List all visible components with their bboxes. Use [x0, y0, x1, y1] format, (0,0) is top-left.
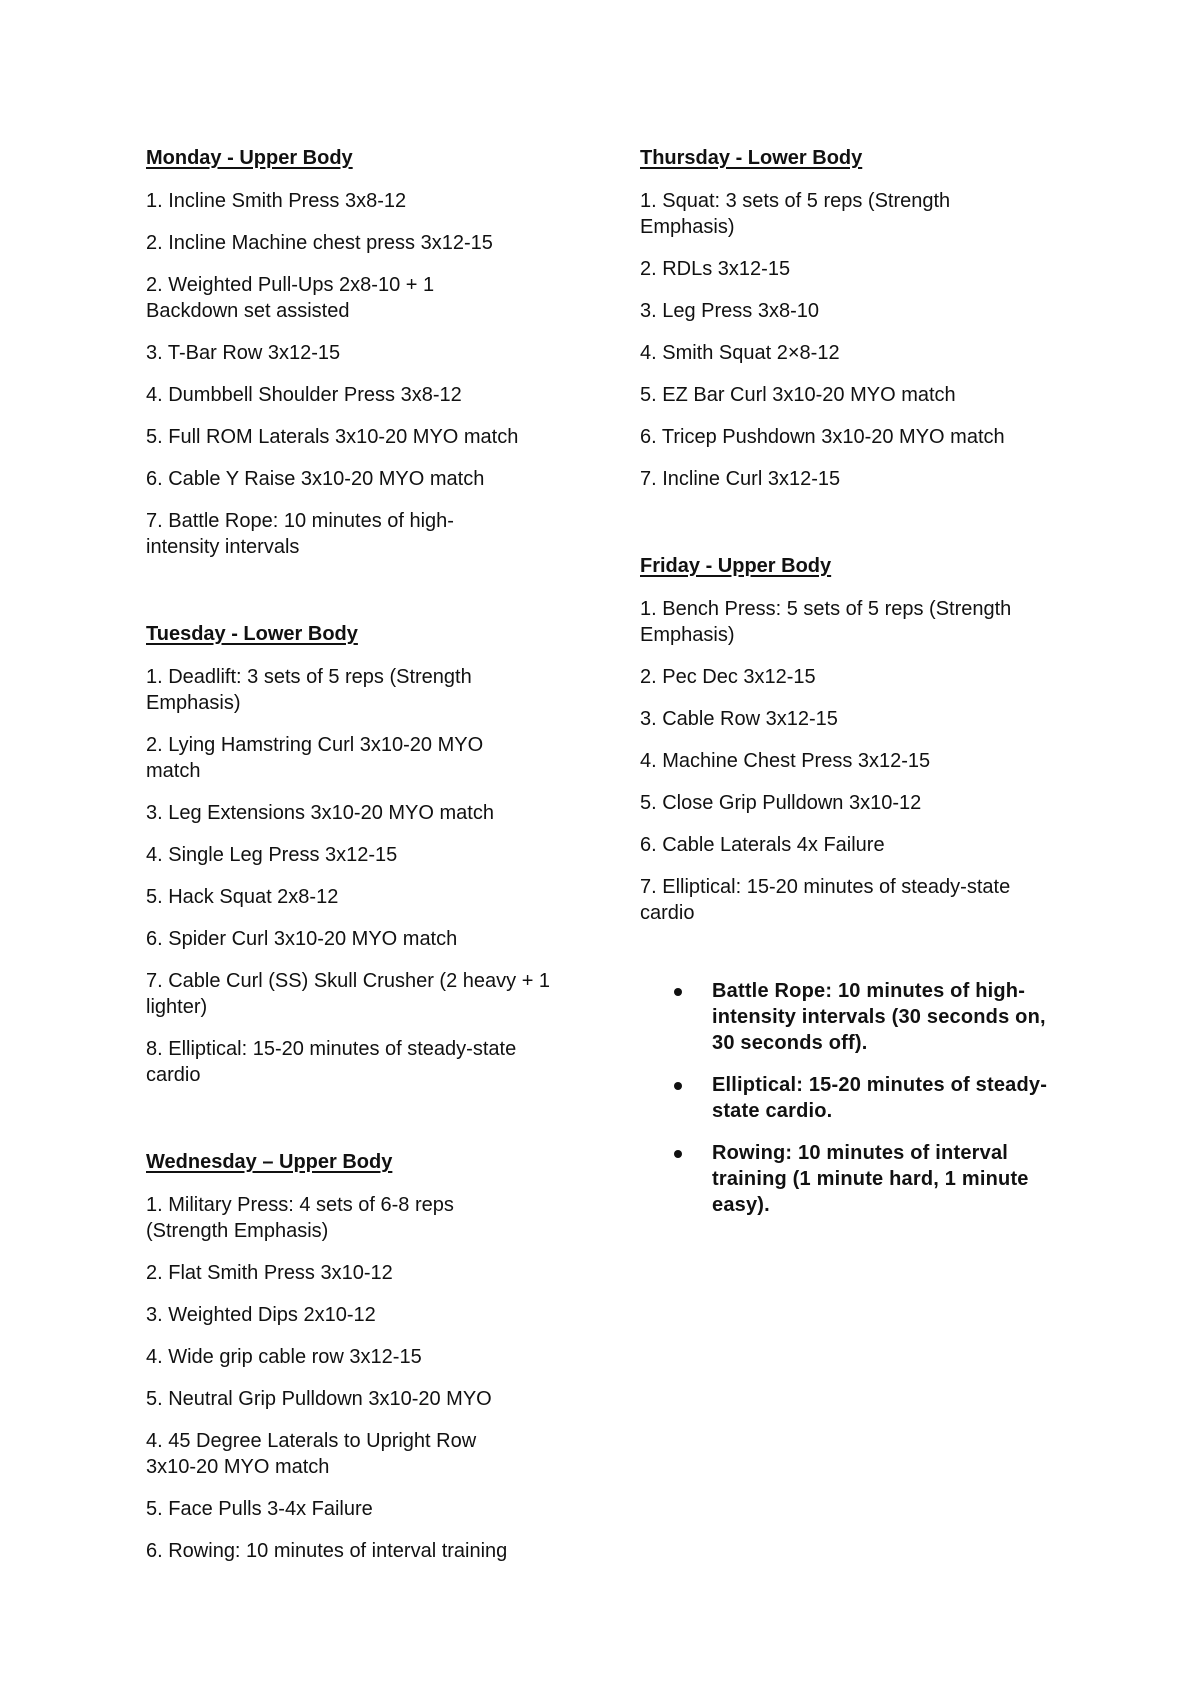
- list-item: 6. Cable Y Raise 3x10-20 MYO match: [146, 468, 485, 490]
- right-column: [640, 146, 1070, 942]
- list-item: 6. Cable Laterals 4x Failure: [640, 834, 885, 856]
- list-item: 6. Rowing: 10 minutes of interval training: [146, 1540, 508, 1562]
- bullet-text: Rowing: 10 minutes of interval training (1 minute hard, 1 minute easy).: [712, 1142, 1029, 1216]
- list-item: 2. RDLs 3x12-15: [640, 258, 791, 280]
- list-item: 2. Lying Hamstring Curl 3x10-20 MYO match: [146, 734, 484, 782]
- tuesday-heading: Tuesday - Lower Body: [146, 623, 358, 645]
- thursday-section: [640, 146, 1070, 492]
- list-item: 7. Incline Curl 3x12-15: [640, 468, 841, 490]
- list-item: 6. Spider Curl 3x10-20 MYO match: [146, 928, 458, 950]
- list-item: 2. Weighted Pull-Ups 2x8-10 + 1 Backdown set assisted: [146, 274, 435, 322]
- tuesday-section: [146, 622, 576, 1088]
- bullet-text: Battle Rope: 10 minutes of high-intensity intervals (30 seconds on, 30 seconds off).: [712, 980, 1046, 1054]
- list-item: 1. Incline Smith Press 3x8-12: [146, 190, 407, 212]
- list-item: 5. Neutral Grip Pulldown 3x10-20 MYO: [146, 1388, 492, 1410]
- list-item: 7. Cable Curl (SS) Skull Crusher (2 heavy + 1 lighter): [146, 970, 551, 1018]
- list-item: 4. Machine Chest Press 3x12-15: [640, 750, 931, 772]
- bullet-icon: [674, 988, 682, 996]
- bullet-icon: [674, 1082, 682, 1090]
- list-item: 3. Cable Row 3x12-15: [640, 708, 838, 730]
- list-item: 5. Face Pulls 3-4x Failure: [146, 1498, 373, 1520]
- monday-section: [146, 146, 576, 560]
- list-item: 1. Military Press: 4 sets of 6-8 reps (Strength Emphasis): [146, 1194, 454, 1242]
- bullet-icon: [674, 1150, 682, 1158]
- list-item: 2. Incline Machine chest press 3x12-15: [146, 232, 493, 254]
- wednesday-heading: Wednesday – Upper Body: [146, 1151, 393, 1173]
- list-item: 3. Weighted Dips 2x10-12: [146, 1304, 376, 1326]
- list-item: 1. Bench Press: 5 sets of 5 reps (Strength Emphasis): [640, 598, 1012, 646]
- list-item: 4. 45 Degree Laterals to Upright Row 3x10-20 MYO match: [146, 1430, 477, 1478]
- monday-heading: Monday - Upper Body: [146, 147, 353, 169]
- list-item: 1. Deadlift: 3 sets of 5 reps (Strength Emphasis): [146, 666, 472, 714]
- list-item: 5. Close Grip Pulldown 3x10-12: [640, 792, 922, 814]
- bullet-text: Elliptical: 15-20 minutes of steady-state cardio.: [712, 1074, 1048, 1122]
- list-item: 4. Single Leg Press 3x12-15: [146, 844, 398, 866]
- list-item: 4. Dumbbell Shoulder Press 3x8-12: [146, 384, 462, 406]
- bullet-item: [672, 1072, 1072, 1124]
- thursday-heading: Thursday - Lower Body: [640, 147, 863, 169]
- left-column: [146, 146, 576, 1580]
- list-item: 3. Leg Extensions 3x10-20 MYO match: [146, 802, 494, 824]
- bullet-item: [672, 978, 1072, 1056]
- friday-section: [640, 554, 1070, 926]
- list-item: 3. T-Bar Row 3x12-15: [146, 342, 341, 364]
- friday-heading: Friday - Upper Body: [640, 555, 832, 577]
- list-item: 5. Full ROM Laterals 3x10-20 MYO match: [146, 426, 519, 448]
- list-item: 4. Smith Squat 2×8-12: [640, 342, 840, 364]
- list-item: 4. Wide grip cable row 3x12-15: [146, 1346, 422, 1368]
- bullet-item: [672, 1140, 1072, 1218]
- list-item: 5. EZ Bar Curl 3x10-20 MYO match: [640, 384, 956, 406]
- list-item: 3. Leg Press 3x8-10: [640, 300, 819, 322]
- list-item: 7. Elliptical: 15-20 minutes of steady-state cardio: [640, 876, 1011, 924]
- list-item: 1. Squat: 3 sets of 5 reps (Strength Emphasis): [640, 190, 951, 238]
- list-item: 6. Tricep Pushdown 3x10-20 MYO match: [640, 426, 1005, 448]
- cardio-notes-list: [672, 978, 1072, 1234]
- list-item: 8. Elliptical: 15-20 minutes of steady-state cardio: [146, 1038, 517, 1086]
- wednesday-section: [146, 1150, 576, 1564]
- list-item: 2. Pec Dec 3x12-15: [640, 666, 816, 688]
- list-item: 5. Hack Squat 2x8-12: [146, 886, 339, 908]
- list-item: 2. Flat Smith Press 3x10-12: [146, 1262, 393, 1284]
- list-item: 7. Battle Rope: 10 minutes of high-intensity intervals: [146, 510, 454, 558]
